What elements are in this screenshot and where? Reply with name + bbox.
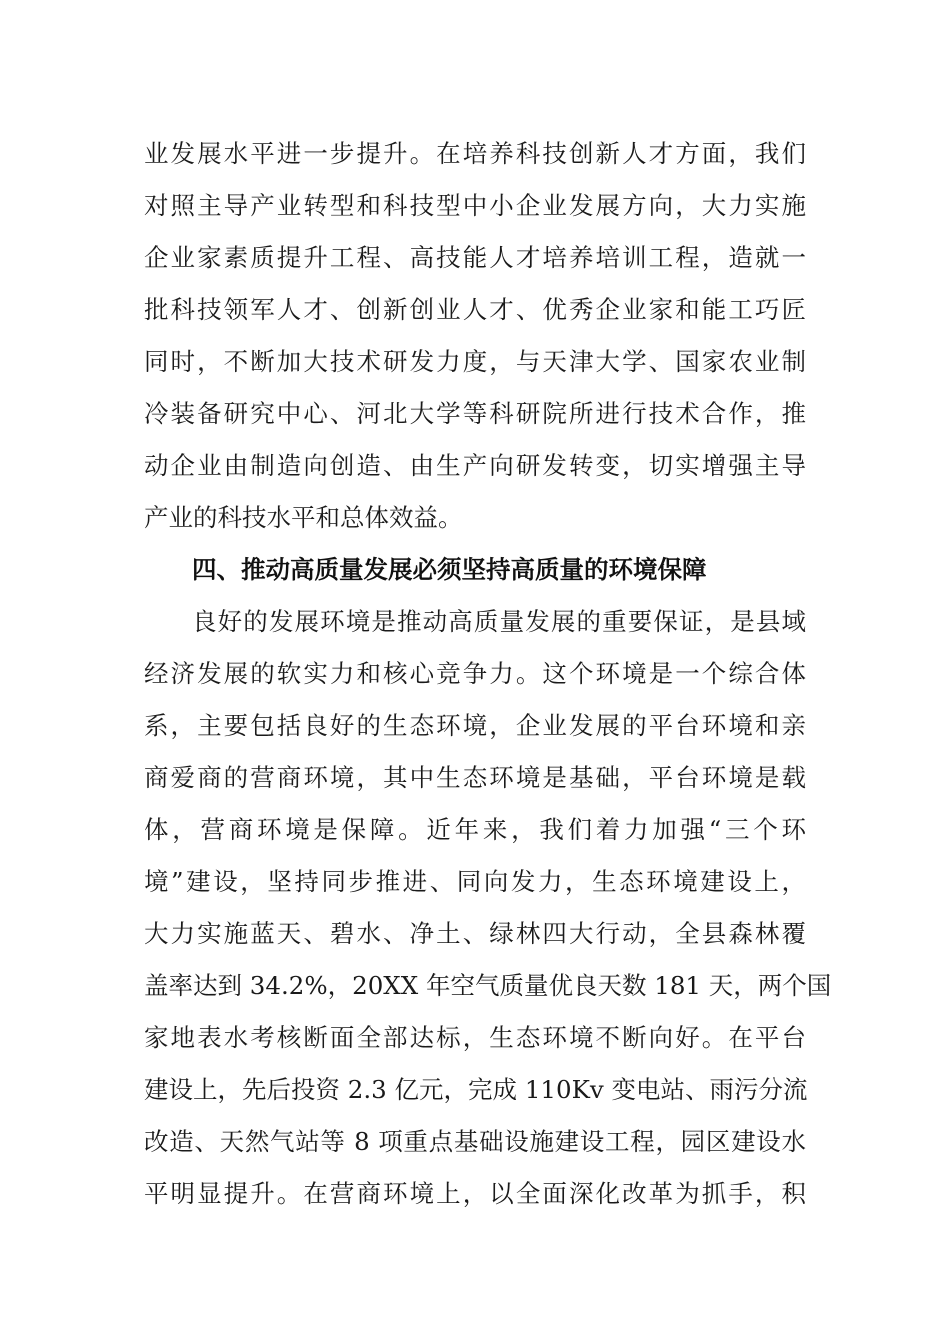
text-line: 建设上，先后投资 2.3 亿元，完成 110Kv 变电站、雨污分流 [144, 1075, 808, 1104]
text-line: 产业的科技水平和总体效益。 [144, 503, 463, 532]
text-line: 业发展水平进一步提升。在培养科技创新人才方面，我们 [144, 139, 806, 168]
text-line: 改造、天然气站等 8 项重点基础设施建设工程，园区建设水 [144, 1127, 806, 1156]
text-line: 同时，不断加大技术研发力度，与天津大学、国家农业制 [144, 347, 806, 376]
text-line: 良好的发展环境是推动高质量发展的重要保证，是县域 [192, 607, 806, 636]
text-line: 盖率达到 34.2%，20XX 年空气质量优良天数 181 天，两个国 [144, 971, 832, 1000]
text-line: 境”建设，坚持同步推进、同向发力，生态环境建设上， [144, 867, 806, 896]
text-line: 家地表水考核断面全部达标，生态环境不断向好。在平台 [144, 1023, 806, 1052]
text-line: 企业家素质提升工程、高技能人才培养培训工程，造就一 [144, 243, 806, 272]
text-line: 商爱商的营商环境，其中生态环境是基础，平台环境是载 [144, 763, 806, 792]
text-line: 对照主导产业转型和科技型中小企业发展方向，大力实施 [144, 191, 806, 220]
text-line: 平明显提升。在营商环境上，以全面深化改革为抓手，积 [144, 1179, 806, 1208]
section-heading: 四、推动高质量发展必须坚持高质量的环境保障 [192, 555, 707, 584]
text-line: 大力实施蓝天、碧水、净土、绿林四大行动，全县森林覆 [144, 919, 806, 948]
text-line: 动企业由制造向创造、由生产向研发转变，切实增强主导 [144, 451, 806, 480]
text-line: 批科技领军人才、创新创业人才、优秀企业家和能工巧匠 [144, 295, 806, 324]
text-line: 系，主要包括良好的生态环境，企业发展的平台环境和亲 [144, 711, 806, 740]
text-line: 体，营商环境是保障。近年来，我们着力加强“三个环 [144, 815, 806, 844]
text-line: 冷装备研究中心、河北大学等科研院所进行技术合作，推 [144, 399, 806, 428]
text-line: 经济发展的软实力和核心竞争力。这个环境是一个综合体 [144, 659, 806, 688]
